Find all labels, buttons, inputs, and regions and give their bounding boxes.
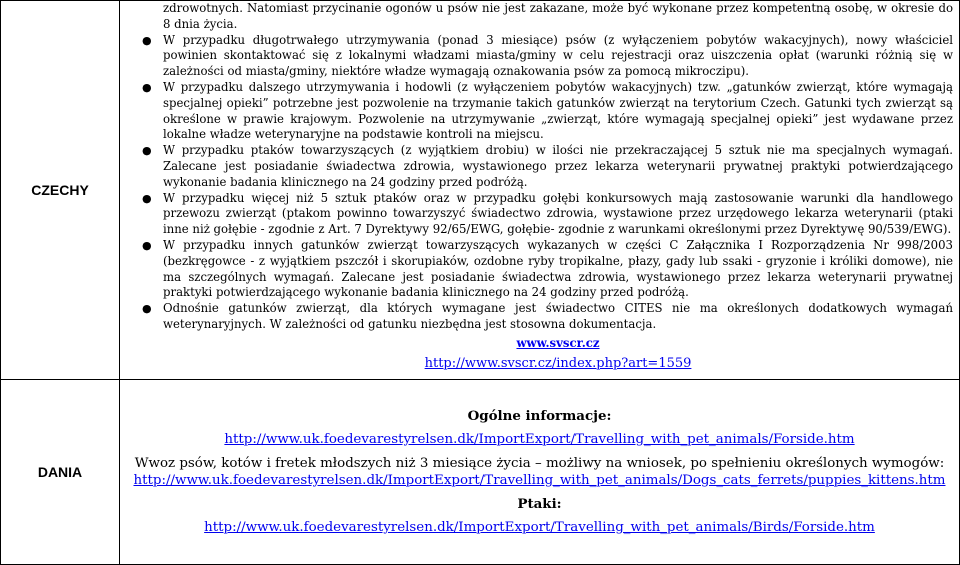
bullet-text: W przypadku ptaków towarzyszących (z wyjątkiem drobiu) w ilości nie przekraczającej 5 sztuk nie ma specjalnych wymagań. Zalecane jest posiadanie świadectwa zdrowia, wystawionego przez lekarza weterynarii prywatnej praktyki potwierdzającego wykonanie badania klinicznego na 24 godziny przed podróżą. <box>163 143 953 189</box>
list-item <box>126 191 953 238</box>
czech-bullet-list <box>126 33 953 333</box>
bullet-icon: ● <box>142 80 152 94</box>
denmark-text <box>126 408 953 537</box>
birds-link[interactable]: http://www.uk.foedevarestyrelsen.dk/ImportExport/Travelling_with_pet_animals/Birds/Forside.htm <box>204 520 875 535</box>
list-item <box>126 143 953 190</box>
list-item <box>126 301 953 333</box>
bullet-text: W przypadku dalszego utrzymywania i hodowli (z wyłączeniem pobytów wakacyjnych) tzw. „gatunków zwierząt, które wymagają specjalnej opieki” potrzebne jest pozwolenie na trzymanie takich gatunków zwierząt na terytorium Czech. Gatunki tych zwierząt są określone w prawie krajowym. Pozwolenie na utrzymywanie „zwierząt, które wymagają specjalnej opieki” jest wydawane przez lokalne władze weterynaryjne na podstawie kontroli na miejscu. <box>163 79 953 142</box>
list-item <box>126 80 953 143</box>
country-cell-denmark: DANIA <box>1 380 120 565</box>
list-item <box>126 33 953 80</box>
young-animals-text: Wwoz psów, kotów i fretek młodszych niż 3 miesiące życia – możliwy na wniosek, po spełnieniu określonych wymogów: <box>134 455 945 471</box>
general-info-link[interactable]: http://www.uk.foedevarestyrelsen.dk/ImportExport/Travelling_with_pet_animals/Forside.htm <box>224 432 855 447</box>
birds-heading: Ptaki: <box>517 495 562 512</box>
content-cell-denmark <box>120 380 960 565</box>
svscr-link[interactable]: www.svscr.cz <box>516 335 600 350</box>
svscr-index-link-wrap <box>126 356 953 372</box>
list-item <box>126 238 953 301</box>
bullet-text: W przypadku więcej niż 5 sztuk ptaków oraz w przypadku gołębi konkursowych mają zastosowanie warunki dla handlowego przewozu zwierząt (ptakom powinno towarzyszyć świadectwo zdrowia, wystawione przez urzędowego lekarza weterynarii (ptaki inne niż gołębie - zgodnie z Art. 7 Dyrektywy 92/65/EWG, gołębie- zgodnie z warunkami określonymi przez Dyrektywę 90/539/EWG). <box>163 190 953 237</box>
svscr-index-link[interactable]: http://www.svscr.cz/index.php?art=1559 <box>424 355 692 371</box>
bullet-text: Odnośnie gatunków zwierząt, dla których wymagane jest świadectwo CITES nie ma określonych dodatkowych wymagań weterynaryjnych. W zależności od gatunku niezbędna jest stosowna dokumentacja. <box>163 301 953 331</box>
puppies-kittens-link[interactable]: http://www.uk.foedevarestyrelsen.dk/ImportExport/Travelling_with_pet_animals/Dogs_cats_ferrets/puppies_kittens.htm <box>133 473 946 488</box>
bullet-text: W przypadku innych gatunków zwierząt towarzyszących wykazanych w części C Załącznika I Rozporządzenia Nr 998/2003 (bezkręgowce - z wyjątkiem pszczół i skorupiaków, ozdobne ryby tropikalne, płazy, gady lub ssaki - gryzonie i króliki domowe), nie ma szczególnych wymagań. Zalecane jest posiadanie świadectwa zdrowia, wystawionego przez lekarza weterynarii prywatnej praktyki potwierdzającego wykonanie badania klinicznego na 24 godziny przed podróżą. <box>163 237 953 300</box>
bullet-icon: ● <box>142 191 152 205</box>
bullet-text: W przypadku długotrwałego utrzymywania (ponad 3 miesiące) psów (z wyłączeniem pobytów wakacyjnych), nowy właściciel powinien skontaktować się z lokalnymi władzami miasta/gminy w celu rejestracji oraz uiszczenia opłat (warunki różnią się w zależności od miasta/gminy, niektóre władze wymagają oznakowania psów za pomocą mikroczipu). <box>163 32 953 79</box>
czech-lead-text: zdrowotnych. Natomiast przycinanie ogonów u psów nie jest zakazane, może być wykonane przez kompetentną osobę, w okresie do 8 dnia życia. <box>163 1 953 31</box>
czech-text <box>126 1 953 379</box>
bullet-icon: ● <box>142 33 152 47</box>
content-cell-czech <box>120 1 960 380</box>
row-czech <box>1 1 960 380</box>
bullet-icon: ● <box>142 238 152 252</box>
country-cell-czech: CZECHY <box>1 1 120 380</box>
bullet-icon: ● <box>142 302 152 316</box>
row-denmark <box>1 380 960 565</box>
svscr-link-wrap <box>126 336 953 352</box>
general-info-heading: Ogólne informacje: <box>467 407 612 424</box>
bullet-icon: ● <box>142 144 152 158</box>
